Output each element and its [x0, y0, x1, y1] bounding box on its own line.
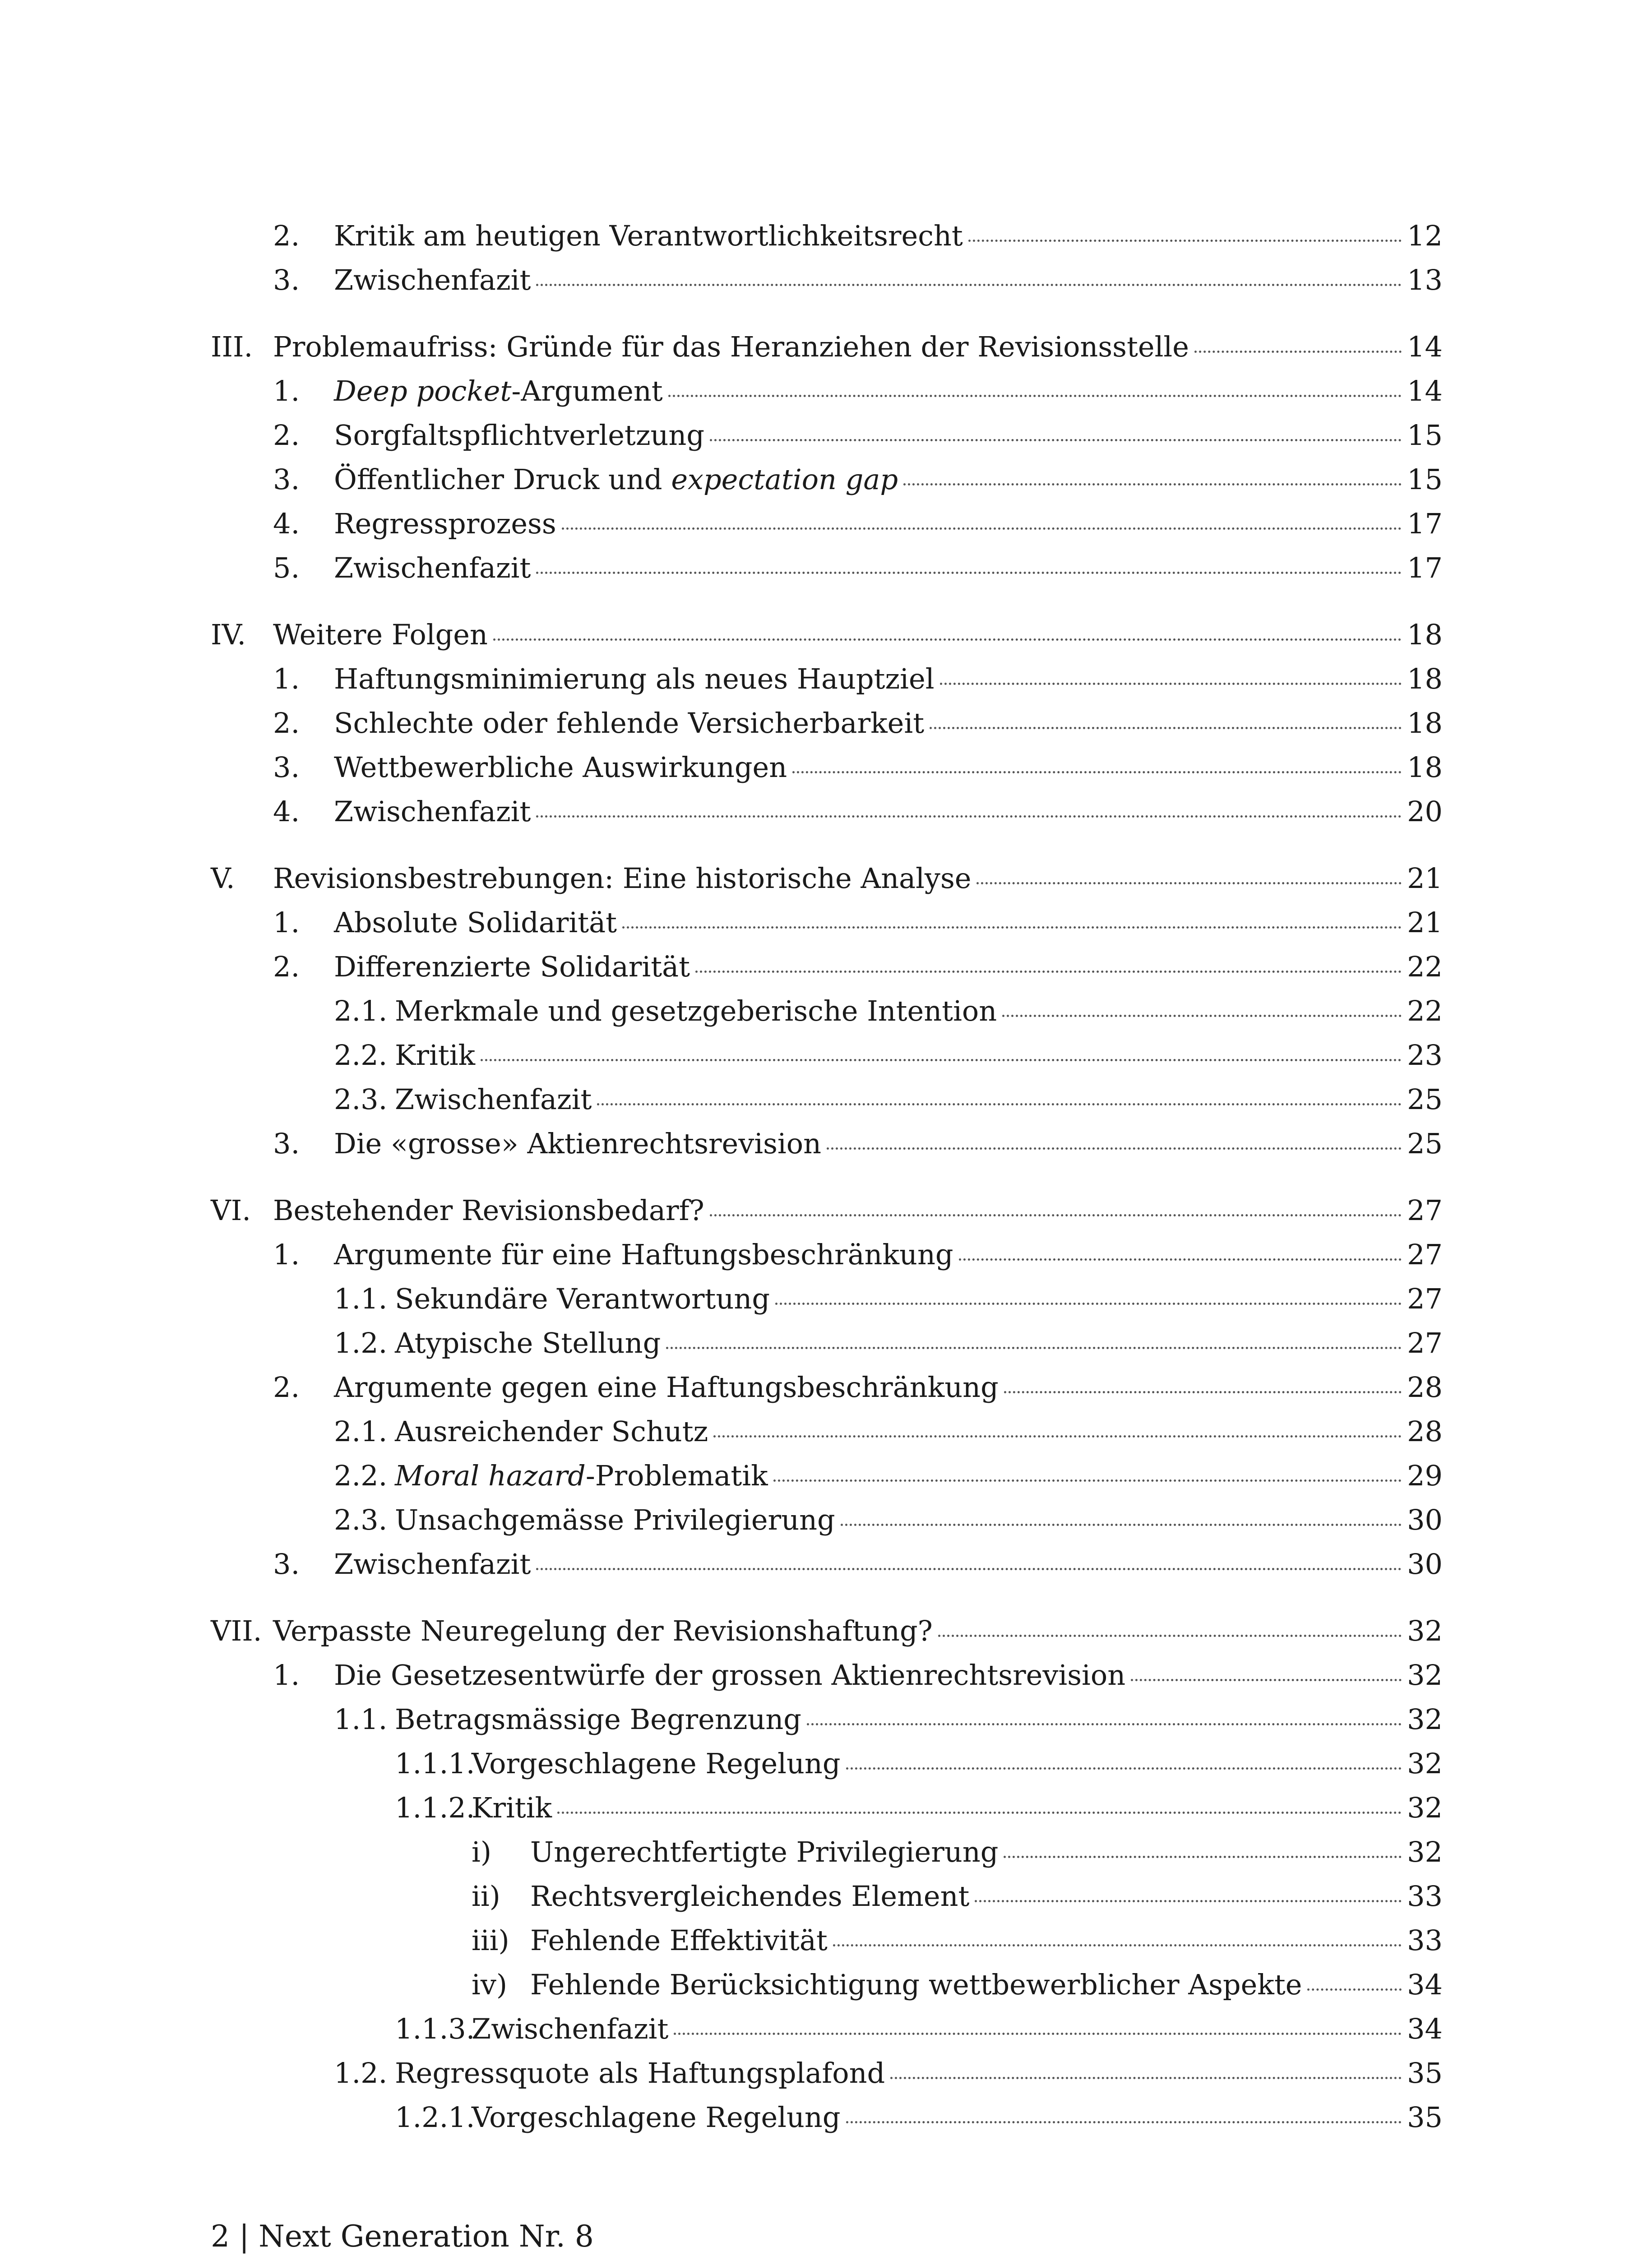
dot-leader [775, 1303, 1402, 1305]
dot-leader [695, 971, 1402, 973]
toc-entry-title [334, 219, 963, 252]
toc-entry-title-part: -Argument [511, 374, 663, 407]
toc-entry-title-part: Atypische Stellung [395, 1327, 661, 1359]
toc-entry-page-number: 22 [1407, 950, 1443, 983]
toc-entry-title [334, 906, 617, 939]
toc-entry-number: IV. [211, 618, 246, 651]
toc-entry[interactable] [211, 1409, 1443, 1453]
toc-entry[interactable] [211, 1741, 1443, 1785]
toc-entry[interactable] [211, 2006, 1443, 2050]
toc-entry-line [334, 1548, 1443, 1581]
toc-entry-page-number: 32 [1407, 1659, 1443, 1692]
dot-leader [668, 395, 1402, 397]
toc-entry-title [395, 1282, 770, 1315]
toc-entry-line [530, 1835, 1443, 1868]
toc-entry-page-number: 30 [1407, 1548, 1443, 1581]
toc-entry-title [334, 463, 898, 496]
toc-entry[interactable] [211, 1077, 1443, 1121]
toc-entry-title-part: Zwischenfazit [334, 795, 531, 828]
dot-leader [975, 1900, 1402, 1902]
toc-entry-page-number: 28 [1407, 1415, 1443, 1448]
toc-entry-page-number: 32 [1407, 1791, 1443, 1824]
toc-entry-title [334, 1371, 999, 1404]
toc-entry-title-part: Vorgeschlagene Regelung [472, 1747, 841, 1780]
toc-entry-title [334, 795, 531, 828]
toc-entry-number: VII. [211, 1614, 262, 1647]
toc-entry-page-number: 32 [1407, 1614, 1443, 1647]
toc-entry-line [273, 1194, 1443, 1227]
toc-entry-title-part: Regressprozess [334, 507, 556, 540]
toc-entry-number: 2. [273, 1371, 300, 1404]
dot-leader [536, 284, 1402, 286]
toc-entry-page-number: 15 [1407, 463, 1443, 496]
toc-entry-number: 1.1.1. [395, 1747, 475, 1780]
toc-entry-line [530, 1880, 1443, 1913]
toc-entry-number: 1.2. [334, 1327, 388, 1359]
toc-entry-number: 1.1.2. [395, 1791, 475, 1824]
toc-entry-title [395, 994, 997, 1027]
toc-entry-title [395, 1503, 835, 1536]
toc-entry-title-part: Ausreichender Schutz [395, 1415, 708, 1448]
toc-entry-number: 3. [273, 1127, 300, 1160]
toc-entry-title [273, 330, 1189, 363]
toc-entry-page-number: 29 [1407, 1459, 1443, 1492]
toc-entry[interactable] [211, 1652, 1443, 1697]
dot-leader [1002, 1015, 1402, 1017]
toc-entry-number: ii) [472, 1880, 500, 1913]
toc-entry-title-part: -Problematik [585, 1459, 768, 1492]
toc-entry-number: 3. [273, 751, 300, 784]
toc-entry-line [334, 463, 1443, 496]
toc-entry-page-number: 30 [1407, 1503, 1443, 1536]
toc-entry[interactable] [211, 1232, 1443, 1276]
toc-entry[interactable] [211, 257, 1443, 301]
toc-entry-title [395, 1039, 475, 1072]
toc-entry-line [334, 1127, 1443, 1160]
toc-entry-number: 1. [273, 662, 300, 695]
toc-entry-title [334, 419, 704, 452]
dot-leader [557, 1812, 1402, 1814]
toc-entry-title [395, 1083, 592, 1116]
toc-entry-number: 1.1. [334, 1703, 388, 1736]
toc-entry[interactable] [211, 1497, 1443, 1541]
toc-entry-page-number: 18 [1407, 707, 1443, 740]
toc-entry-title-part: Unsachgemässe Privilegierung [395, 1503, 835, 1536]
toc-entry-title-part: Fehlende Berücksichtigung wettbewerblicher Aspekte [530, 1968, 1302, 2001]
toc-entry-number: 2.1. [334, 1415, 388, 1448]
toc-entry-line [334, 507, 1443, 540]
toc-entry-page-number: 20 [1407, 795, 1443, 828]
toc-entry-number: V. [211, 862, 235, 895]
toc-entry-line [395, 1503, 1443, 1536]
toc-entry-title-part: Zwischenfazit [334, 1548, 531, 1581]
toc-entry-line [395, 1415, 1443, 1448]
toc-entry-page-number: 18 [1407, 662, 1443, 695]
dot-leader [562, 527, 1402, 530]
dot-leader [666, 1347, 1402, 1349]
toc-entry-title-part: Wettbewerbliche Auswirkungen [334, 751, 787, 784]
toc-entry[interactable] [211, 2050, 1443, 2094]
toc-entry-title [273, 618, 488, 651]
toc-entry-number: iv) [472, 1968, 508, 2001]
dot-leader [903, 483, 1402, 485]
toc-entry-title [334, 374, 663, 407]
toc-entry-title [334, 507, 556, 540]
toc-entry-line [395, 994, 1443, 1027]
toc-entry-number: VI. [211, 1194, 251, 1227]
toc-entry-title [395, 1459, 768, 1492]
toc-entry-title-part: Zwischenfazit [395, 1083, 592, 1116]
toc-entry-number: 3. [273, 264, 300, 296]
toc-entry-page-number: 14 [1407, 374, 1443, 407]
toc-entry-page-number: 32 [1407, 1835, 1443, 1868]
toc-entry-number: 2.3. [334, 1503, 388, 1536]
toc-entry-title [334, 1548, 531, 1581]
toc-entry-line [334, 551, 1443, 584]
toc-entry-line [334, 1238, 1443, 1271]
toc-entry-line [273, 862, 1443, 895]
toc-entry-title [530, 1924, 828, 1957]
dot-leader [959, 1258, 1402, 1261]
dot-leader [493, 638, 1402, 641]
toc-entry[interactable] [211, 1785, 1443, 1829]
toc-entry-title-part: Die «grosse» Aktienrechtsrevision [334, 1127, 822, 1160]
toc-entry-line [334, 751, 1443, 784]
toc-entry[interactable] [211, 944, 1443, 988]
toc-entry-line [334, 219, 1443, 252]
toc-entry-title [530, 1968, 1302, 2001]
toc-entry-title [530, 1835, 998, 1868]
toc-entry-line [334, 707, 1443, 740]
toc-entry-page-number: 21 [1407, 906, 1443, 939]
toc-entry-title [273, 1194, 704, 1227]
dot-leader [713, 1435, 1402, 1438]
toc-entry-number: 4. [273, 795, 300, 828]
toc-entry-page-number: 17 [1407, 551, 1443, 584]
toc-entry[interactable] [211, 1918, 1443, 1962]
toc-entry-page-number: 32 [1407, 1747, 1443, 1780]
toc-entry[interactable] [211, 656, 1443, 700]
toc-entry-page-number: 21 [1407, 862, 1443, 895]
toc-entry-page-number: 35 [1407, 2101, 1443, 2134]
dot-leader [1131, 1679, 1402, 1681]
dot-leader [833, 1944, 1402, 1946]
dot-leader [930, 727, 1402, 729]
toc-entry-page-number: 34 [1407, 1968, 1443, 2001]
toc-entry-page-number: 33 [1407, 1924, 1443, 1957]
dot-leader [710, 1214, 1402, 1216]
toc-entry-title-part: Haftungsminimierung als neues Hauptziel [334, 662, 935, 695]
toc-entry-title [472, 1791, 552, 1824]
toc-entry[interactable] [211, 1276, 1443, 1320]
dot-leader [976, 882, 1402, 884]
toc-entry-line [273, 1614, 1443, 1647]
toc-entry[interactable] [211, 789, 1443, 833]
toc-entry[interactable] [211, 368, 1443, 412]
toc-entry-line [395, 2057, 1443, 2090]
toc-entry-title [395, 2057, 885, 2090]
toc-entry[interactable] [211, 900, 1443, 944]
dot-leader [1307, 1988, 1402, 1991]
toc-entry-number: iii) [472, 1924, 509, 1957]
toc-entry-title-part: Betragsmässige Begrenzung [395, 1703, 801, 1736]
toc-entry-title [334, 551, 531, 584]
dot-leader [536, 572, 1402, 574]
dot-leader [938, 1635, 1402, 1637]
toc-entry-title [395, 1415, 708, 1448]
toc-entry-line [530, 1968, 1443, 2001]
toc-entry-line [334, 795, 1443, 828]
toc-entry-title-part: Zwischenfazit [472, 2012, 669, 2045]
toc-entry-title [334, 751, 787, 784]
toc-entry-line [334, 950, 1443, 983]
toc-entry-page-number: 27 [1407, 1327, 1443, 1359]
toc-entry-page-number: 15 [1407, 419, 1443, 452]
toc-entry-title [334, 1238, 953, 1271]
toc-entry-title [273, 862, 971, 895]
toc-entry-page-number: 18 [1407, 751, 1443, 784]
toc-entry-line [395, 1083, 1443, 1116]
toc-entry[interactable] [211, 457, 1443, 501]
page-footer: 2 | Next Generation Nr. 8 [211, 2219, 594, 2254]
toc-entry-title [273, 1614, 933, 1647]
dot-leader [1004, 1856, 1402, 1858]
toc-entry-title-part: Sekundäre Verantwortung [395, 1282, 770, 1315]
toc-entry-page-number: 14 [1407, 330, 1443, 363]
toc-entry-title-part: Die Gesetzesentwürfe der grossen Aktienrechtsrevision [334, 1659, 1126, 1692]
toc-entry-title-part: Ungerechtfertigte Privilegierung [530, 1835, 999, 1868]
dot-leader [1194, 351, 1402, 353]
toc-entry-page-number: 27 [1407, 1194, 1443, 1227]
toc-entry-title [334, 707, 924, 740]
toc-entry-line [395, 1039, 1443, 1072]
toc-entry-title [530, 1880, 969, 1913]
dot-leader [846, 1767, 1402, 1770]
toc-entry-line [334, 419, 1443, 452]
toc-entry-line [395, 1327, 1443, 1359]
toc-entry-title-part: Vorgeschlagene Regelung [472, 2101, 841, 2134]
toc-entry-number: 4. [273, 507, 300, 540]
toc-entry[interactable] [211, 1697, 1443, 1741]
toc-entry[interactable] [211, 612, 1443, 656]
dot-leader [841, 1524, 1402, 1526]
toc-entry-line [530, 1924, 1443, 1957]
toc-entry-line [472, 1791, 1443, 1824]
toc-entry-title [472, 2101, 841, 2134]
toc-entry-title [334, 1127, 821, 1160]
toc-entry-line [395, 1703, 1443, 1736]
toc-entry-title-part: Argumente für eine Haftungsbeschränkung [334, 1238, 953, 1271]
toc-entry-page-number: 22 [1407, 994, 1443, 1027]
dot-leader [674, 2033, 1402, 2035]
toc-entry-line [334, 374, 1443, 407]
dot-leader [827, 1147, 1402, 1150]
toc-entry[interactable] [211, 213, 1443, 257]
toc-entry-title-part: Absolute Solidarität [334, 906, 617, 939]
toc-entry-number: 2.1. [334, 994, 388, 1027]
toc-entry-title-part: Differenzierte Solidarität [334, 950, 690, 983]
toc-entry[interactable] [211, 1962, 1443, 2006]
toc-entry-number: 3. [273, 463, 300, 496]
toc-entry-number: 1.1.3. [395, 2012, 475, 2045]
toc-entry-title-part: Merkmale und gesetzgeberische Intention [395, 994, 997, 1027]
toc-entry[interactable] [211, 2094, 1443, 2139]
toc-entry[interactable] [211, 988, 1443, 1032]
toc-entry-number: 1. [273, 374, 300, 407]
toc-entry-page-number: 33 [1407, 1880, 1443, 1913]
dot-leader [846, 2121, 1402, 2123]
toc-entry-title-italic: expectation gap [671, 463, 898, 496]
toc-entry-page-number: 27 [1407, 1238, 1443, 1271]
table-of-contents [211, 213, 1443, 2139]
toc-entry-page-number: 23 [1407, 1039, 1443, 1072]
toc-entry-number: 1. [273, 1659, 300, 1692]
toc-entry-number: 2.2. [334, 1039, 388, 1072]
toc-entry-line [472, 2101, 1443, 2134]
toc-entry-line [273, 330, 1443, 363]
toc-entry-title-part: Fehlende Effektivität [530, 1924, 828, 1957]
toc-entry-title-part: Zwischenfazit [334, 551, 531, 584]
toc-entry-number: 1.2.1. [395, 2101, 475, 2134]
toc-entry[interactable] [211, 1873, 1443, 1918]
toc-entry-line [472, 2012, 1443, 2045]
toc-entry-number: 1.1. [334, 1282, 388, 1315]
toc-entry-title-part: Öffentlicher Druck und [334, 463, 671, 496]
toc-entry-title-italic: Moral hazard [395, 1459, 586, 1492]
toc-entry-title-italic: Deep pocket [334, 374, 512, 407]
toc-entry-title-part: Zwischenfazit [334, 264, 531, 296]
dot-leader [536, 1568, 1402, 1570]
dot-leader [622, 926, 1402, 929]
dot-leader [792, 771, 1402, 773]
toc-entry-title-part: Sorgfaltspflichtverletzung [334, 419, 705, 452]
dot-leader [773, 1479, 1402, 1482]
toc-entry-page-number: 18 [1407, 618, 1443, 651]
toc-entry-title-part: Problemaufriss: Gründe für das Heranziehen der Revisionsstelle [273, 330, 1189, 363]
toc-entry-page-number: 34 [1407, 2012, 1443, 2045]
toc-entry[interactable] [211, 1364, 1443, 1409]
toc-entry-page-number: 17 [1407, 507, 1443, 540]
toc-entry-title-part: Kritik [472, 1791, 552, 1824]
toc-entry-number: i) [472, 1835, 492, 1868]
toc-entry-number: 1. [273, 1238, 300, 1271]
toc-entry-line [334, 1371, 1443, 1404]
toc-entry-page-number: 12 [1407, 219, 1443, 252]
toc-entry-title-part: Argumente gegen eine Haftungsbeschränkung [334, 1371, 999, 1404]
toc-entry[interactable] [211, 1541, 1443, 1586]
toc-entry-title [334, 1659, 1125, 1692]
toc-entry-line [334, 1659, 1443, 1692]
toc-entry[interactable] [211, 1188, 1443, 1232]
toc-entry[interactable] [211, 1032, 1443, 1077]
toc-entry-page-number: 13 [1407, 264, 1443, 296]
toc-entry-title [334, 264, 531, 296]
toc-entry-line [395, 1282, 1443, 1315]
toc-entry[interactable] [211, 1829, 1443, 1873]
dot-leader [710, 439, 1402, 441]
toc-entry[interactable] [211, 545, 1443, 589]
toc-entry-line [395, 1459, 1443, 1492]
toc-entry-number: 2.2. [334, 1459, 388, 1492]
toc-entry-line [334, 662, 1443, 695]
toc-entry[interactable] [211, 1453, 1443, 1497]
toc-entry-line [273, 618, 1443, 651]
toc-entry-number: 1. [273, 906, 300, 939]
toc-entry-title-part: Bestehender Revisionsbedarf? [273, 1194, 704, 1227]
toc-entry-number: III. [211, 330, 253, 363]
toc-entry-title-part: Rechtsvergleichendes Element [530, 1880, 970, 1913]
toc-entry-number: 2. [273, 419, 300, 452]
dot-leader [890, 2077, 1402, 2079]
toc-entry[interactable] [211, 1320, 1443, 1364]
toc-entry-number: 2. [273, 707, 300, 740]
toc-entry[interactable] [211, 700, 1443, 744]
toc-entry-title-part: Regressquote als Haftungsplafond [395, 2057, 885, 2090]
dot-leader [807, 1723, 1402, 1725]
toc-entry-title-part: Kritik am heutigen Verantwortlichkeitsrecht [334, 219, 963, 252]
dot-leader [536, 815, 1402, 818]
toc-entry[interactable] [211, 744, 1443, 789]
toc-entry-title-part: Verpasste Neuregelung der Revisionshaftung? [273, 1614, 933, 1647]
dot-leader [597, 1103, 1402, 1105]
dot-leader [1004, 1391, 1402, 1393]
toc-entry-title-part: Kritik [395, 1039, 476, 1072]
toc-entry-number: 2.3. [334, 1083, 388, 1116]
toc-entry-page-number: 25 [1407, 1083, 1443, 1116]
toc-entry-page-number: 35 [1407, 2057, 1443, 2090]
toc-entry-number: 2. [273, 950, 300, 983]
toc-entry-title [395, 1327, 661, 1359]
toc-entry-title-part: Schlechte oder fehlende Versicherbarkeit [334, 707, 925, 740]
toc-entry-line [334, 264, 1443, 296]
toc-entry-page-number: 28 [1407, 1371, 1443, 1404]
toc-entry-page-number: 32 [1407, 1703, 1443, 1736]
toc-entry-title [395, 1703, 801, 1736]
toc-entry-number: 1.2. [334, 2057, 388, 2090]
toc-entry-title [472, 1747, 841, 1780]
toc-entry[interactable] [211, 1121, 1443, 1165]
toc-entry-title-part: Weitere Folgen [273, 618, 488, 651]
toc-entry-title-part: Revisionsbestrebungen: Eine historische Analyse [273, 862, 972, 895]
dot-leader [968, 240, 1402, 242]
toc-entry-number: 5. [273, 551, 300, 584]
dot-leader [940, 683, 1402, 685]
toc-entry[interactable] [211, 501, 1443, 545]
toc-entry-title [334, 662, 935, 695]
toc-entry[interactable] [211, 855, 1443, 900]
toc-entry-line [472, 1747, 1443, 1780]
toc-entry-page-number: 25 [1407, 1127, 1443, 1160]
toc-entry[interactable] [211, 412, 1443, 457]
toc-entry-line [334, 906, 1443, 939]
toc-entry[interactable] [211, 324, 1443, 368]
toc-entry-title [334, 950, 690, 983]
toc-entry-title [472, 2012, 668, 2045]
toc-entry[interactable] [211, 1608, 1443, 1652]
toc-entry-page-number: 27 [1407, 1282, 1443, 1315]
dot-leader [481, 1059, 1402, 1061]
toc-entry-number: 3. [273, 1548, 300, 1581]
toc-entry-number: 2. [273, 219, 300, 252]
